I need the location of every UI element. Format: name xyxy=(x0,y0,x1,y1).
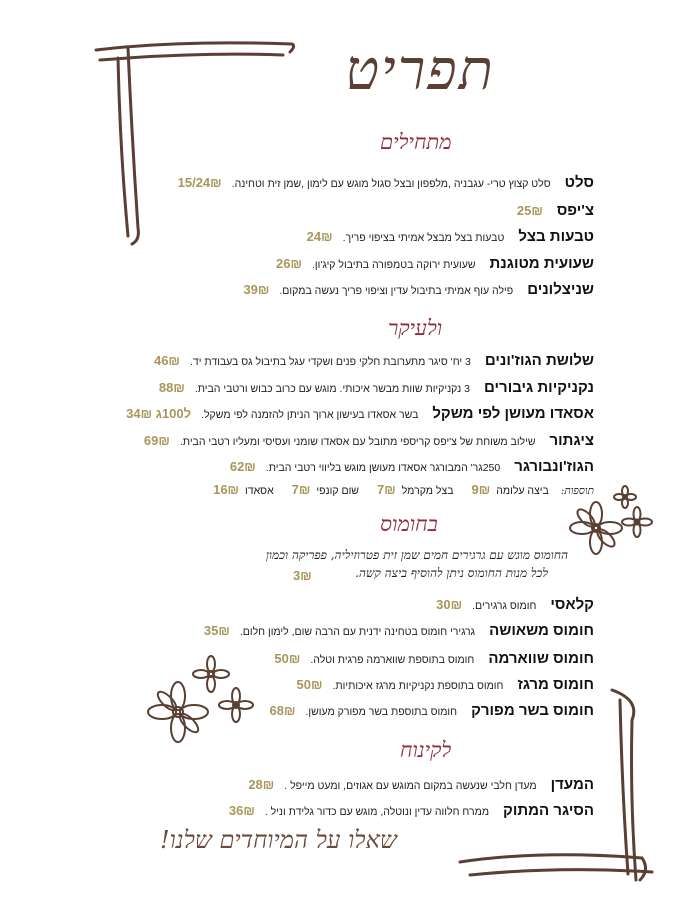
menu-item-description: ממרח חלווה עדין ונוטלה, מוגש עם כדור גלידת וניל . xyxy=(264,806,490,818)
menu-item-description: טבעות בצל מבצל אמיתי בציפוי פריך. xyxy=(342,232,505,244)
menu-item-price: 28₪ xyxy=(248,777,275,792)
menu-item-name: נקניקיות גיבורים xyxy=(484,379,594,396)
menu-item xyxy=(270,702,594,719)
menu-item xyxy=(297,676,595,693)
menu-item xyxy=(436,596,594,613)
menu-item-name: קלאסי xyxy=(550,596,594,613)
menu-item-price: 25₪ xyxy=(516,203,543,218)
menu-item-name: צ'יפס xyxy=(556,202,594,219)
menu-item-name: ציגתור xyxy=(549,432,594,449)
menu-item-name: המעדן xyxy=(550,776,594,793)
menu-item-description: חומוס בתוספת בשר מפורק מעושן. xyxy=(305,706,458,718)
menu-item-name: אסאדו מעושן לפי משקל xyxy=(432,405,594,422)
menu-item-name: שניצלונים xyxy=(527,281,594,298)
extra-item-price: 7₪ xyxy=(376,482,396,497)
hummus-note-line2: לכל מנות החומוס ניתן להוסיף ביצה קשה. xyxy=(355,566,548,580)
menu-item-description: מעדן חלבי שנעשה במקום המוגש עם אגוזים, ומעט מייפל . xyxy=(284,780,537,792)
menu-item-price: 46₪ xyxy=(154,353,180,368)
menu-item-price: ל100ג 34₪ xyxy=(126,406,192,421)
menu-item xyxy=(248,776,594,793)
menu-item-name: חומוס מרגז xyxy=(517,676,594,693)
menu-item-name: שלושת הגוז'ונים xyxy=(484,352,594,369)
menu-item-description: שעועית ירוקה בטמפורה בתיבול קיג'ון. xyxy=(311,259,476,271)
extras-label: תוספות: xyxy=(560,485,594,497)
menu-item-description: 3 יח' סיגר מתערובת חלקי פנים ושקדי עגל בתיבול גס בעבודת יד. xyxy=(190,356,471,368)
flower-icon xyxy=(570,502,622,554)
menu-item xyxy=(204,622,594,639)
section-heading-starters: מתחילים xyxy=(380,130,452,154)
menu-item-name: סלט xyxy=(564,174,594,191)
menu-item-price: 69₪ xyxy=(143,433,170,448)
menu-item-description: 3 נקניקיות שוות מבשר איכותי. מוגש עם כרוב כבוש ורטבי הבית. xyxy=(194,383,471,395)
menu-item xyxy=(178,174,594,191)
menu-item-description: סלט קצוץ טרי- עגבניה ,מלפפון ובצל סגול מוגש עם לימון ,שמן זית וטחינה. xyxy=(231,178,551,190)
menu-item xyxy=(126,405,594,422)
menu-item-description: שילוב משוחת של צ'יפס קריספי מתובל עם אסאדו שומני ועסיסי ומעליו רטבי הבית. xyxy=(179,436,536,448)
menu-item xyxy=(230,458,594,475)
menu-item-price: 88₪ xyxy=(158,380,185,395)
menu-item xyxy=(159,379,594,396)
menu-item-name: חומוס בשר מפורק xyxy=(471,702,594,719)
menu-item-price: 35₪ xyxy=(203,623,230,638)
menu-title: תפריט xyxy=(345,38,495,103)
menu-item-price: 36₪ xyxy=(228,803,255,818)
menu-item-name: שעועית מטוגנת xyxy=(489,255,594,272)
slogan: שאלו על המיוחדים שלנו! xyxy=(160,826,397,854)
menu-item-description: חומוס בתוספת שווארמה פרגית וטלה. xyxy=(310,654,475,666)
extra-item-price: 7₪ xyxy=(291,482,311,497)
menu-item-price: 39₪ xyxy=(243,282,270,297)
menu-item-price: 30₪ xyxy=(436,597,463,612)
menu-item xyxy=(243,281,594,298)
menu-item xyxy=(154,352,594,369)
menu-item-description: חומוס בתוספת נקניקיות מרגז איכותיות. xyxy=(332,680,504,692)
hummus-note-line1: החומוס מוגש עם גרגירים חמים שמן זית פטרוזיליה, פפריקה וכמון xyxy=(265,548,568,562)
menu-item xyxy=(517,202,594,219)
menu-item-description: חומוס גרגירים. xyxy=(472,600,537,612)
extra-item-name: אסאדו xyxy=(245,485,274,497)
extra-item-price: 9₪ xyxy=(471,482,491,497)
menu-item-name: הסיגר המתוק xyxy=(503,802,594,819)
extra-item-price: 16₪ xyxy=(213,482,240,497)
menu-item xyxy=(229,802,594,819)
menu-item-description: גרגירי חומוס בטחינה ידנית עם הרבה שום, לימון חלום. xyxy=(239,626,476,638)
menu-item-price: 50₪ xyxy=(274,651,301,666)
section-heading-mains: ולעיקר xyxy=(388,316,443,340)
menu-item-price: 50₪ xyxy=(296,677,323,692)
hummus-egg-price: 3₪ xyxy=(293,568,312,583)
section-heading-desserts: לקינוח xyxy=(400,738,452,762)
extras-row xyxy=(195,482,594,497)
menu-item-price: 68₪ xyxy=(269,703,296,718)
menu-item-price: 62₪ xyxy=(229,459,256,474)
menu-item-name: הגוז'ונבורגר xyxy=(514,458,594,475)
menu-item-price: 24₪/15 xyxy=(177,175,222,190)
extra-item-name: ביצה עלומה xyxy=(496,485,549,497)
menu-item-price: 24₪ xyxy=(306,229,333,244)
menu-item-description: בשר אסאדו בעישון ארוך הניתן להזמנה לפי משקל. xyxy=(201,409,419,421)
menu-item xyxy=(307,228,594,245)
menu-item-description: פילה עוף אמיתי בתיבול עדין וציפוי פריך נעשה במקום. xyxy=(279,285,514,297)
menu-item-price: 26₪ xyxy=(276,256,302,271)
menu-item-name: חומוס משאושה xyxy=(489,622,594,639)
menu-item xyxy=(144,432,594,449)
menu-item-name: חומוס שווארמה xyxy=(488,650,594,667)
extra-item-name: שום קונפי xyxy=(316,485,359,497)
extra-item-name: בצל מקרמל xyxy=(401,485,454,497)
menu-item xyxy=(274,650,594,667)
section-heading-hummus: בחומוס xyxy=(380,512,438,536)
menu-item-description: 250גר' המבורגר אסאדו מעושן מוגש בליווי רטבי הבית. xyxy=(265,462,501,474)
menu-item xyxy=(276,255,594,272)
menu-item-name: טבעות בצל xyxy=(518,228,594,245)
